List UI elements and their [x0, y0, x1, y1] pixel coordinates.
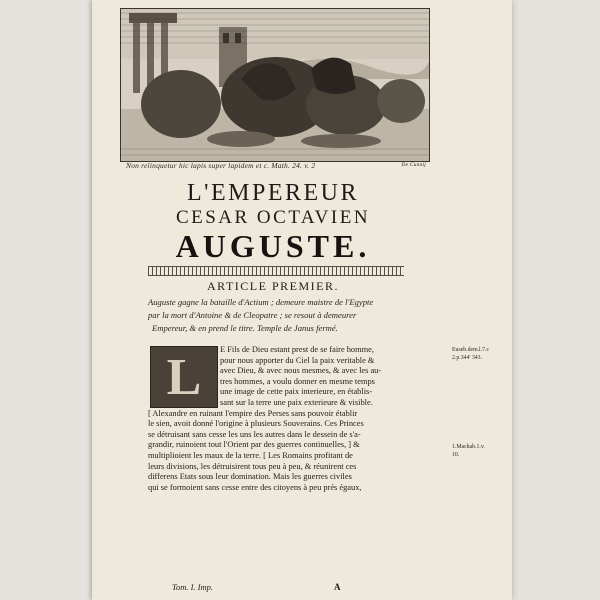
body-line: qui se formoient sans cesse entre des citoyens à peu prés égaux,	[148, 482, 362, 492]
ornamental-rule	[148, 266, 404, 276]
signature-mark: A	[334, 582, 341, 592]
body-line: tres hommes, a voulu donner en mesme temps	[220, 376, 375, 386]
engraving-caption	[126, 161, 426, 170]
body-line: multiplioient les maux de la terre. [ Les Romains profitant de	[148, 450, 353, 460]
margin-note: 1.Machab.1.v.	[452, 444, 485, 450]
title-line-2: CESAR OCTAVIEN	[175, 207, 371, 228]
body-line: differens Etats sous leur domination. Mais les guerres civiles	[148, 472, 352, 482]
title-line-3: AUGUSTE.	[175, 228, 371, 264]
body-line: une image de cette paix interieure, en établis-	[220, 387, 373, 397]
engraving-illustration	[120, 8, 430, 162]
engraver-signature: De Cunnij	[401, 162, 426, 168]
margin-note: Euseb.dem.l.7.c	[452, 347, 490, 353]
body-text	[148, 345, 444, 493]
summary-line: par la mort d'Antoine & de Cleopatre ; se resout à demeurer	[148, 310, 357, 320]
body-line: grandir, ruinoient tout l'Orient par des guerres continuelles, ] &	[148, 440, 360, 450]
battle-scene-image	[121, 9, 429, 161]
title-line-1: L'EMPEREUR	[187, 180, 359, 206]
body-line: le sien, avoit donné l'origine à plusieurs Souverains. Ces Princes	[148, 419, 364, 429]
body-line: leurs divisions, les détruisirent tous peu à peu, & réunirent ces	[148, 461, 357, 471]
summary-line: Empereur, & en prend le titre. Temple de Janus fermé.	[152, 323, 338, 333]
body-line: [ Alexandre en ruinant l'empire des Perses sans pouvoir établir	[148, 408, 358, 418]
volume-footer: Tom. I. Imp.	[172, 582, 214, 592]
body-line: E Fils de Dieu estant prest de se faire homme,	[220, 345, 374, 354]
summary-line: Auguste gagne la bataille d'Actium ; demeure maistre de l'Egypte	[148, 297, 374, 307]
drop-cap-initial: L	[150, 346, 218, 408]
caption-text: Non relinquetur hic lapis super lapidem et c. Math. 24. v. 2	[126, 161, 316, 170]
body-line: pour nous apporter du Ciel la paix veritable &	[220, 355, 375, 365]
body-line: sant sur la terre une paix exterieure & visible.	[220, 397, 373, 407]
chapter-summary	[148, 296, 428, 335]
body-line: avec Dieu, & avec nous mesmes, & avec les au-	[220, 366, 382, 376]
article-heading: ARTICLE PREMIER.	[207, 279, 339, 293]
margin-note: 10.	[452, 452, 460, 458]
body-line: se détruisant sans cesse les uns les autres dans le dessein de s'a-	[148, 429, 361, 439]
margin-note: 2.p.344' 343.	[452, 355, 483, 361]
